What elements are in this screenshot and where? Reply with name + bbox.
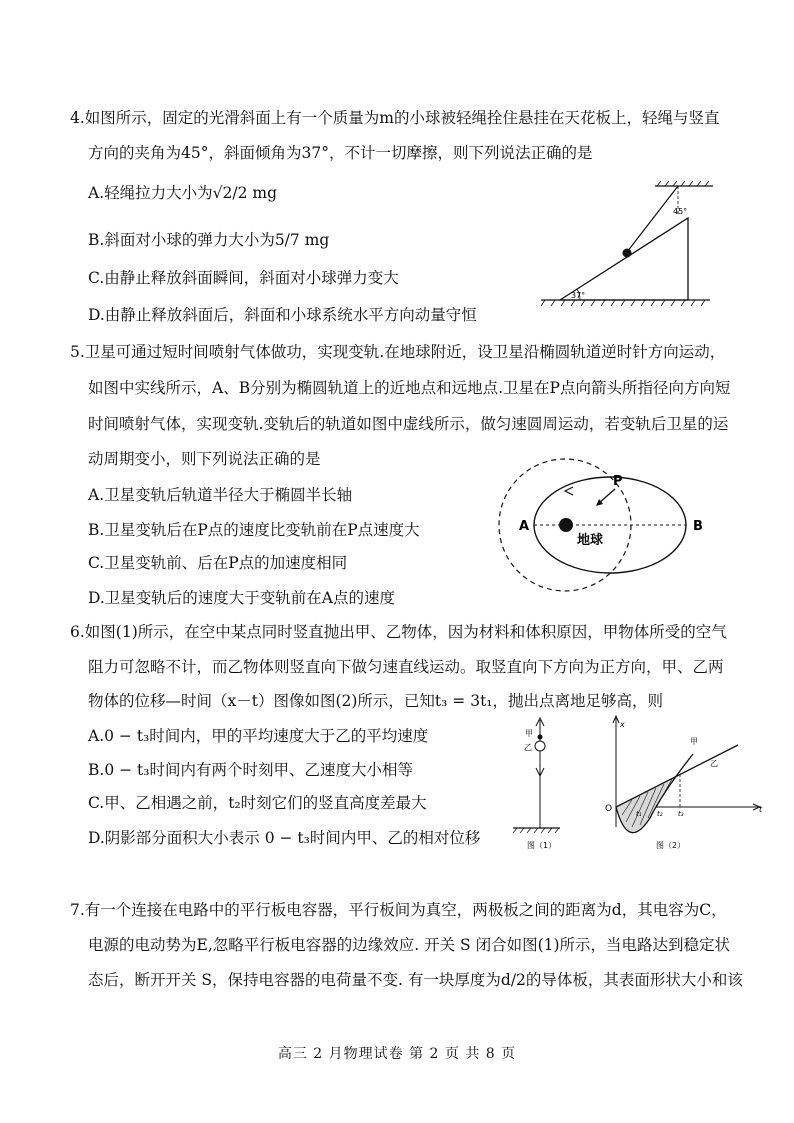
fig2-t3-label: t₃ (678, 810, 684, 818)
q6-option-b: B.0 − t₃时间内有两个时刻甲、乙速度大小相等 (88, 761, 413, 779)
q5-stem-line-3: 时间喷射气体，实现变轨.变轨后的轨道如图中虚线所示，做匀速圆周运动，若变轨后卫星的运 (88, 415, 729, 433)
q6-option-d: D.阴影部分面积大小表示 0 − t₃时间内甲、乙的相对位移 (88, 829, 481, 847)
fig2-caption: 图（2） (656, 841, 686, 850)
fig2-x-axis-label: x (620, 720, 625, 729)
q6-option-a: A.0 − t₃时间内，甲的平均速度大于乙的平均速度 (88, 727, 429, 745)
q4-option-b: B.斜面对小球的弹力大小为5/7 mg (88, 231, 330, 249)
fig1-caption: 图（1） (527, 841, 557, 850)
fig2-t-axis-label: t (759, 805, 763, 814)
q6-stem-line-3: 物体的位移—时间（x－t）图像如图(2)所示，已知t₃ = 3t₁，抛出点离地足够高，则 (88, 692, 664, 710)
q5-option-b: B.卫星变轨后在P点的速度比变轨前在P点速度大 (88, 521, 420, 539)
fig2-t1-label: t₁ (636, 810, 642, 818)
angle-37-label: 37° (571, 291, 586, 300)
q6-option-c: C.甲、乙相遇之前，t₂时刻它们的竖直高度差最大 (88, 794, 427, 812)
q4-option-d: D.由静止释放斜面后，斜面和小球系统水平方向动量守恒 (88, 306, 477, 324)
point-b-label: B (693, 519, 703, 534)
q5-option-a: A.卫星变轨后轨道半径大于椭圆半长轴 (88, 486, 353, 504)
q6-figure-2 (598, 712, 773, 854)
fig2-t2-label: t₂ (657, 810, 663, 818)
fig1-jia-label: 甲 (525, 729, 533, 738)
q5-stem-line-1: 5.卫星可通过短时间喷射气体做功，实现变轨.在地球附近，设卫星沿椭圆轨道逆时针方向运动， (70, 343, 726, 361)
fig2-yi-label: 乙 (710, 759, 718, 768)
fig2-origin-label: O (605, 804, 613, 814)
q7-stem-line-1: 7.有一个连接在电路中的平行板电容器，平行板间为真空，两极板之间的距离为d，其电容为C， (70, 901, 727, 919)
earth-label: 地球 (577, 533, 604, 548)
ball (623, 249, 632, 258)
fig1-yi-label: 乙 (524, 743, 532, 752)
elliptical-orbit (534, 477, 686, 573)
q7-stem-line-2: 电源的电动势为E,忽略平行板电容器的边缘效应. 开关 S 闭合如图(1)所示，当电路达到稳定状 (88, 936, 731, 954)
point-p-label: P (613, 474, 623, 489)
q5-stem-line-4: 动周期变小，则下列说法正确的是 (88, 450, 321, 468)
q6-figure-1 (505, 712, 565, 854)
q6-stem-line-1: 6.如图(1)所示，在空中某点同时竖直抛出甲、乙物体，因为材料和体积原因，甲物体所受的空气 (70, 623, 727, 641)
q4-stem-line-1: 4.如图所示，固定的光滑斜面上有一个质量为m的小球被轻绳拴住悬挂在天花板上，轻绳与竖直 (70, 109, 720, 127)
q4-option-c: C.由静止释放斜面瞬间，斜面对小球弹力变大 (88, 269, 399, 287)
angle-45-label: 45° (673, 207, 688, 216)
q5-stem-line-2: 如图中实线所示，A、B分别为椭圆轨道上的近地点和远地点.卫星在P点向箭头所指径向方向短 (88, 379, 731, 397)
q6-stem-line-2: 阻力可忽略不计，而乙物体则竖直向下做匀速直线运动。取竖直向下方向为正方向，甲、乙两 (88, 658, 724, 676)
earth (559, 518, 573, 532)
q5-orbit-figure (495, 455, 720, 605)
fig2-jia-label: 甲 (690, 737, 698, 746)
q4-incline-figure (535, 180, 715, 310)
q4-stem-line-2: 方向的夹角为45°，斜面倾角为37°，不计一切摩擦，则下列说法正确的是 (88, 144, 593, 162)
q5-option-c: C.卫星变轨前、后在P点的加速度相同 (88, 554, 348, 572)
q5-option-d: D.卫星变轨后的速度大于变轨前在A点的速度 (88, 589, 395, 607)
q7-stem-line-3: 态后，断开开关 S，保持电容器的电荷量不变. 有一块厚度为d/2的导体板，其表面形状大小和该 (88, 971, 743, 989)
q4-option-a: A.轻绳拉力大小为√2/2 mg (88, 184, 277, 202)
point-a-label: A (519, 519, 530, 534)
page-footer: 高三 2 月物理试卷 第 2 页 共 8 页 (277, 1046, 517, 1062)
yi-line (616, 745, 738, 807)
